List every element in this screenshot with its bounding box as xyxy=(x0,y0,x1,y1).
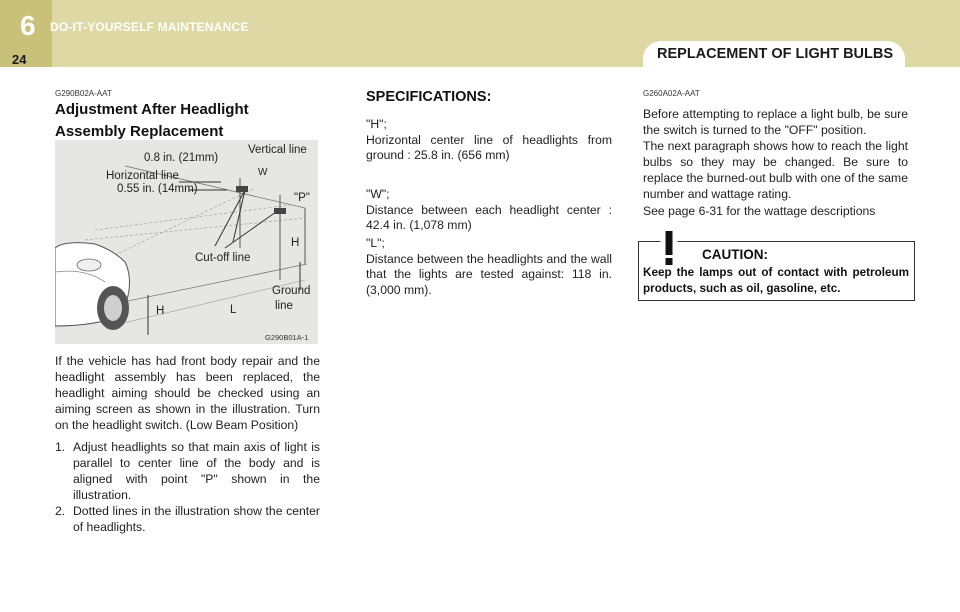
bulb-instructions xyxy=(643,106,908,219)
ground-line-label-2: line xyxy=(275,300,293,312)
step-number: 2. xyxy=(55,504,66,519)
section-title: REPLACEMENT OF LIGHT BULBS xyxy=(657,46,894,62)
section-heading: Adjustment After Headlight Assembly Replacement xyxy=(55,101,249,140)
chapter-title: DO-IT-YOURSELF MAINTENANCE xyxy=(50,20,249,34)
figure-code: G290B01A-1 xyxy=(265,333,309,342)
instruction-line: See page 6-31 for the wattage descriptions xyxy=(643,203,876,218)
offset-top-label: 0.8 in. (21mm) xyxy=(144,152,219,164)
spec-text: Horizontal center line of headlights from ground : 25.8 in. (656 mm) xyxy=(366,132,612,163)
section-code: G290B02A-AAT xyxy=(55,89,112,98)
step-number: 1. xyxy=(55,440,66,454)
spec-text: Distance between the headlights and the wall that the lights are tested against: 118 in. (3,000 mm). xyxy=(366,251,612,298)
spec-key: "W"; xyxy=(366,187,390,201)
caution-text: Keep the lamps out of contact with petroleum products, such as oil, gasoline, etc. xyxy=(643,266,909,295)
step-text: Dotted lines in the illustration show the center of headlights. xyxy=(73,504,320,535)
instruction-line: The next paragraph shows how to reach the light bulbs so they may be changed. Be sure to replace the burned-out bulb with one of the same number and wattage rating. xyxy=(643,139,908,202)
w-label: W xyxy=(258,167,268,178)
right-section-code: G260A02A-AAT xyxy=(643,89,700,98)
cutoff-line-label: Cut-off line xyxy=(195,252,251,264)
spec-key: "L"; xyxy=(366,236,385,250)
horizontal-line-label: Horizontal line xyxy=(106,170,179,182)
aiming-diagram-svg xyxy=(55,140,318,344)
p-label: "P" xyxy=(294,192,310,204)
spec-h xyxy=(366,117,612,164)
h-right-label: H xyxy=(291,237,300,249)
offset-bottom-label: 0.55 in. (14mm) xyxy=(117,183,198,195)
spec-text: Distance between each headlight center : 42.4 in. (1,078 mm) xyxy=(366,202,612,233)
instruction-line: Before attempting to replace a light bulb, be sure the switch is turned to the "OFF" position. xyxy=(643,107,908,138)
h-left-label: H xyxy=(156,305,165,317)
ground-line-label-1: Ground xyxy=(272,285,311,297)
page-number: 24 xyxy=(12,52,27,67)
vertical-line-label: Vertical line xyxy=(248,144,307,156)
headlight-aiming-illustration xyxy=(55,140,318,344)
spec-w xyxy=(366,187,612,234)
spec-key: "H"; xyxy=(366,117,387,131)
intro-paragraph: If the vehicle has had front body repair and the headlight assembly has been replaced, the headlight aiming should be checked using an aiming screen as shown in the illustration. Turn on the headlight switch. (Low Beam Position) xyxy=(55,354,320,433)
specifications-title: SPECIFICATIONS: xyxy=(366,89,492,105)
spec-l xyxy=(366,236,612,299)
step-text: Adjust headlights so that main axis of light is parallel to center line of the body and is aligned with point "P" shown in the illustration. xyxy=(73,440,320,503)
warning-triangle-icon xyxy=(645,225,693,269)
steps-list xyxy=(55,439,320,536)
list-item xyxy=(55,503,320,535)
caution-title: CAUTION: xyxy=(702,247,768,262)
chapter-number: 6 xyxy=(20,10,36,41)
list-item xyxy=(55,439,320,503)
l-label: L xyxy=(230,304,237,316)
